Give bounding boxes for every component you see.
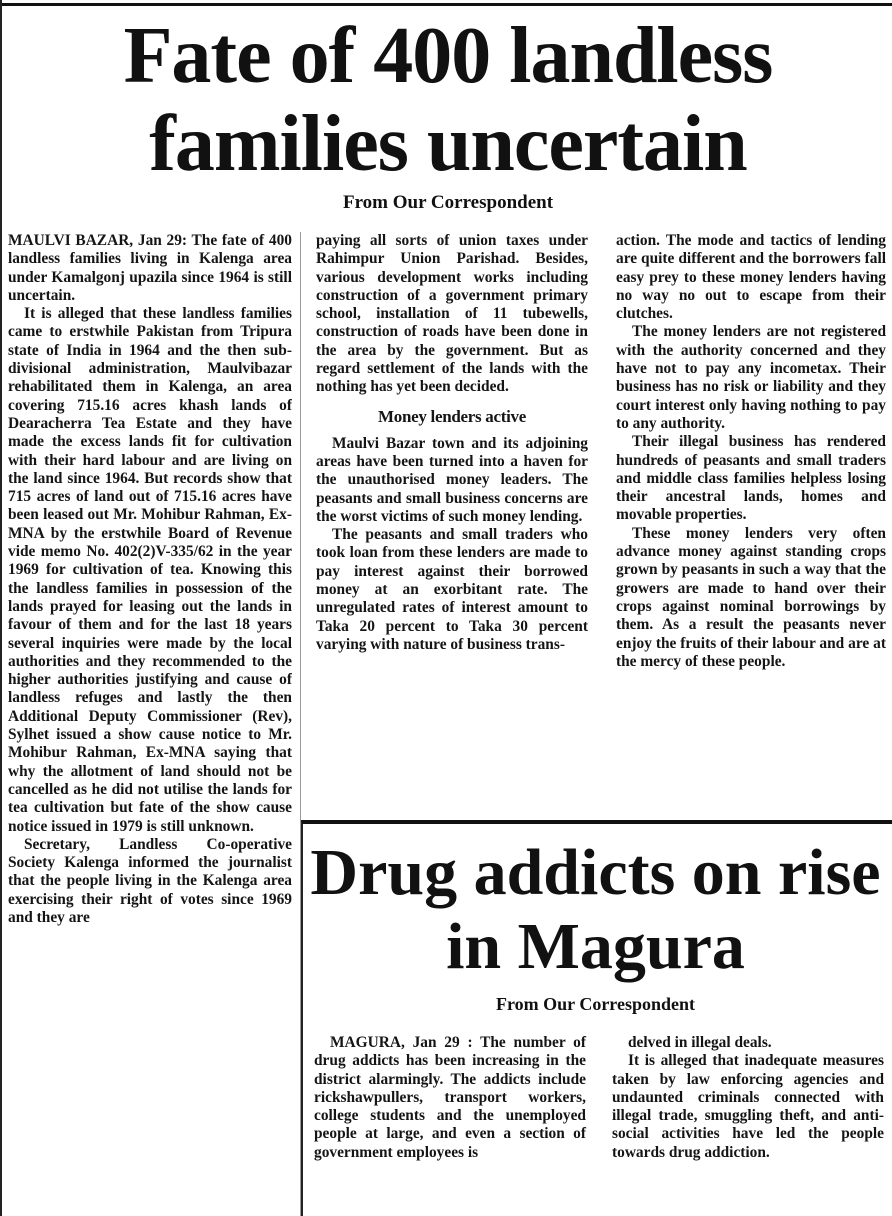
top-rule [2,3,892,6]
article1-paragraph: Secretary, Landless Co-operative Society Kalenga informed the journalist that the people living in the Kalenga area exercising their right of votes since 1969 and they are [8,835,292,926]
article1-paragraph: It is alleged that these landless families came to erstwhile Pakistan from Tripura state of India in 1964 and the then sub-divisional administration, Maulvibazar rehabilitated them in Kalenga, an area covering 715.16 acres khash lands of Dearacherra Tea Estate and they have made the excess lands fit for cultivation with their hard labour and are living on the land since 1964. But records show that 715 acres of land out of 715.16 acres have been leased out Mr. Mohibur Rahman, Ex-MNA by the erstwhile Board of Revenue vide memo No. 402(2)V-335/62 in the year 1969 for cultivation of tea. Knowing this the landless families in possession of the lands prayed for leasing out the lands in favour of them and for the last 18 years several inquiries were made by the local authorities and they recommended to the higher authorities justifying and cause of landless refuges and lastly the then Additional Deputy Commissioner (Rev), Sylhet issued a show cause notice to Mr. Mohibur Rahman, Ex-MNA saying that why the allotment of land should not be cancelled as he did not utilise the lands for tea cultivation but fate of the show cause notice issued in 1979 is still unknown. [8,305,292,835]
article1-paragraph: These money lenders very often advance money against standing crops grown by peasants in such a way that the growers are made to hand over their crops against nominal borrowings by them. As a result the peasants never enjoy the fruits of their labour and are at the mercy of these people. [616,524,886,670]
headline-drug-addicts: Drug addicts on rise in Magura [310,836,881,983]
article1-paragraph: Maulvi Bazar town and its adjoining areas have been turned into a haven for the unauthorised money leaders. The peasants and small business concerns are the worst victims of such money lending. [316,434,588,525]
article2-column1 [314,1034,586,1162]
article2-paragraph: It is alleged that inadequate measures taken by law enforcing agencies and undaunted criminals connected with illegal trade, smuggling theft, and anti-social activities have led the people towards drug addiction. [612,1052,884,1161]
byline-article1: From Our Correspondent [342,192,554,213]
article1-column2 [316,232,588,654]
subheading-money-lenders: Money lenders active [378,406,526,426]
article1-paragraph: action. The mode and tactics of lending are quite different and the borrowers fall easy prey to these money lenders having no way no out to escape from their clutches. [616,232,886,323]
article2-paragraph: delved in illegal deals. [628,1034,772,1051]
article1-paragraph: The peasants and small traders who took loan from these lenders are made to pay interest against their borrowed money at an exorbitant rate. The unregulated rates of interest amount to Taka 20 percent to Taka 30 percent varying with nature of business trans- [316,526,588,653]
article1-paragraph: MAULVI BAZAR, Jan 29: The fate of 400 landless families living in Kalenga area under Kamalgonj upazila since 1964 is still uncertain. [8,232,292,304]
article1-paragraph: Their illegal business has rendered hundreds of peasants and small traders and middle class families helpless losing their ancestral lands, homes and movable properties. [616,433,886,524]
article1-column1 [8,232,292,1216]
article1-paragraph: The money lenders are not registered with the authority concerned and they have not to pay any incometax. Their business has no risk or liability and they court interest only having nothing to pay to any authority. [616,323,886,432]
article1-paragraph: paying all sorts of union taxes under Rahimpur Union Parishad. Besides, various development works including construction of a government primary school, installation of 11 tubewells, construction of roads have been done in the area by the government. But as regard settlement of the lands with the nothing has yet been decided. [316,232,588,396]
article2-paragraph: MAGURA, Jan 29 : The number of drug addicts has been increasing in the district alarmingly. The addicts include rickshawpullers, transport workers, college students and the unemployed people at large, and even a section of government employees is [314,1034,586,1161]
article1-column3 [616,232,886,671]
headline-landless-families: Fate of 400 landless families uncertain [123,12,773,188]
byline-article2: From Our Correspondent [495,994,695,1014]
article2-column2 [612,1034,884,1162]
